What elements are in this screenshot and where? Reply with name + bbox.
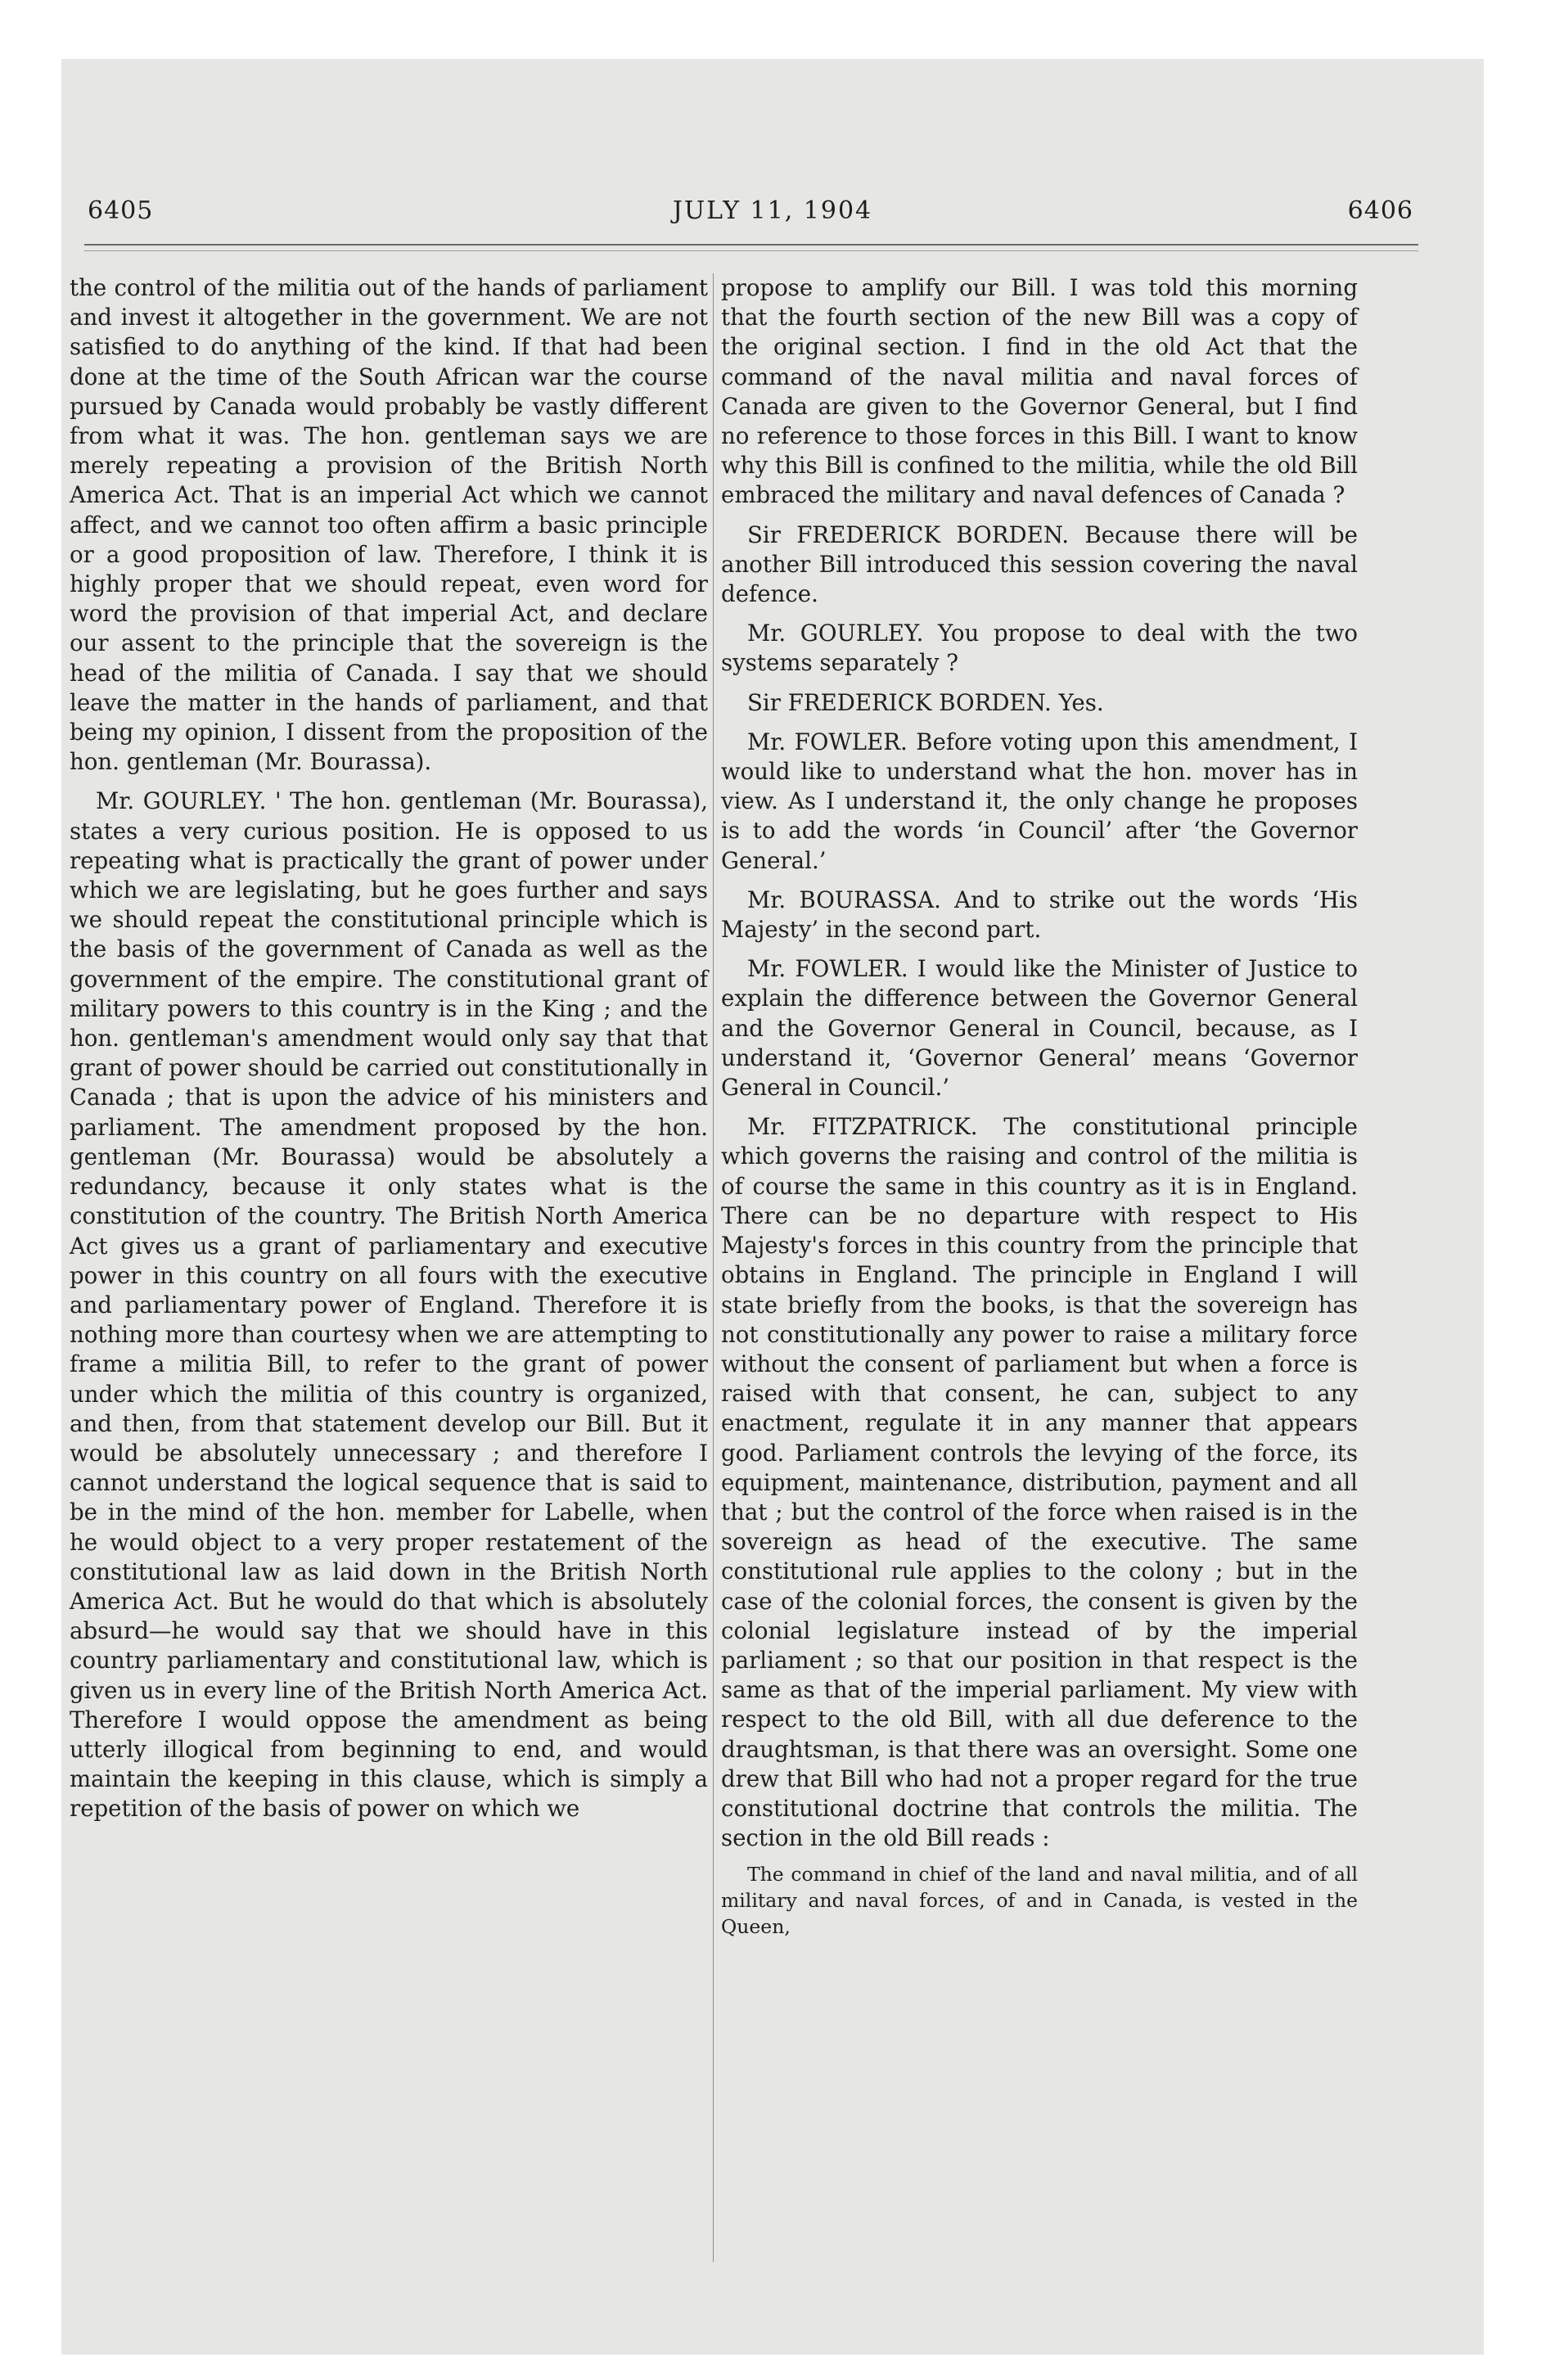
paragraph: Sir FREDERICK BORDEN. Because there will be another Bill introduced this session covering the naval defence. (721, 521, 1358, 608)
paragraph: the control of the militia out of the hands of parliament and invest it altogether in the government. We are not satisfied to do anything of the kind. If that had been done at the time of the South African war the course pursued by Canada would probably be vastly different from what it was. The hon. gentleman says we are merely repeating a provision of the British North America Act. That is an imperial Act which we cannot affect, and we cannot too often affirm a basic principle or a good proposition of law. Therefore, I think it is highly proper that we should repeat, even word for word the provision of that imperial Act, and declare our assent to the principle that the sovereign is the head of the militia of Canada. I say that we should leave the matter in the hands of parliament, and that being my opinion, I dissent from the proposition of the hon. gentleman (Mr. Bourassa). (70, 274, 708, 776)
page-scan (61, 59, 1484, 2355)
header-rule-thin (84, 250, 1418, 251)
left-column (65, 273, 708, 1824)
paragraph: Sir FREDERICK BORDEN. Yes. (747, 688, 1104, 716)
right-column (721, 273, 1358, 1940)
paragraph: Mr. FOWLER. I would like the Minister of Justice to explain the difference between the Governor General and the Governor General in Council, because, as I understand it, ‘Governor General’ means ‘Governor General in Council.’ (721, 955, 1358, 1102)
column-divider (713, 273, 714, 2262)
paragraph: Mr. FITZPATRICK. The constitutional principle which governs the raising and control of the militia is of course the same in this country as it is in England. There can be no departure with respect to His Majesty's forces in this country from the principle that obtains in England. The principle in England I will state briefly from the books, is that the sovereign has not constitutionally any power to raise a military force without the consent of parliament but when a force is raised with that consent, he can, subject to any enactment, regulate it in any manner that appears good. Parliament controls the levying of the force, its equipment, maintenance, distribution, payment and all that ; but the control of the force when raised is in the sovereign as head of the executive. The same constitutional rule applies to the colony ; but in the case of the colonial forces, the consent is given by the colonial legislature instead of by the imperial parliament ; so that our position in that respect is the same as that of the imperial parliament. My view with respect to the old Bill, with all due deference to the draughtsman, is that there was an oversight. Some one drew that Bill who had not a proper regard for the true constitutional doctrine that controls the militia. The section in the old Bill reads : (721, 1113, 1358, 1852)
page-number-right: 6406 (1347, 196, 1413, 225)
page-number-left: 6405 (88, 196, 154, 225)
header-rule (84, 244, 1418, 246)
page-header (61, 196, 1484, 246)
paragraph: Mr. GOURLEY. You propose to deal with the two systems separately ? (721, 620, 1358, 677)
paragraph: Mr. FOWLER. Before voting upon this amendment, I would like to understand what the hon. mover has in view. As I understand it, the only change he proposes is to add the words ‘in Council’ after ‘the Governor General.’ (721, 728, 1358, 874)
paragraph: propose to amplify our Bill. I was told this morning that the fourth section of the new Bill was a copy of the original section. I find in the old Act that the command of the naval militia and naval forces of Canada are given to the Governor General, but I find no reference to those forces in this Bill. I want to know why this Bill is confined to the militia, while the old Bill embraced the military and naval defences of Canada ? (721, 274, 1358, 509)
paragraph: Mr. GOURLEY. ' The hon. gentleman (Mr. Bourassa), states a very curious position. He is opposed to us repeating what is practically the grant of power under which we are legislating, but he goes further and says we should repeat the constitutional principle which is the basis of the government of Canada as well as the government of the empire. The constitutional grant of military powers to this country is in the King ; and the hon. gentleman's amendment would only say that that grant of power should be carried out constitutionally in Canada ; that is upon the advice of his ministers and parliament. The amendment proposed by the hon. gentleman (Mr. Bourassa) would be absolutely a redundancy, because it only states what is the constitution of the country. The British North America Act gives us a grant of parliamentary and executive power in this country on all fours with the executive and parliamentary power of England. Therefore it is nothing more than courtesy when we are attempting to frame a militia Bill, to refer to the grant of power under which the militia of this country is organized, and then, from that statement develop our Bill. But it would be absolutely unnecessary ; and therefore I cannot understand the logical sequence that is said to be in the mind of the hon. member for Labelle, when he would object to a very proper restatement of the constitutional law as laid down in the British North America Act. But he would do that which is absolutely absurd—he would say that we should have in this country parliamentary and constitutional law, which is given us in every line of the British North America Act. Therefore I would oppose the amendment as being utterly illogical from beginning to end, and would maintain the keeping in this clause, which is simply a repetition of the basis of power on which we (70, 787, 708, 1823)
block-quote: The command in chief of the land and naval militia, and of all military and naval forces, of and in Canada, is vested in the Queen, (721, 1863, 1358, 1939)
page-date: JULY 11, 1904 (672, 196, 873, 225)
paragraph: Mr. BOURASSA. And to strike out the words ‘His Majesty’ in the second part. (721, 886, 1358, 944)
